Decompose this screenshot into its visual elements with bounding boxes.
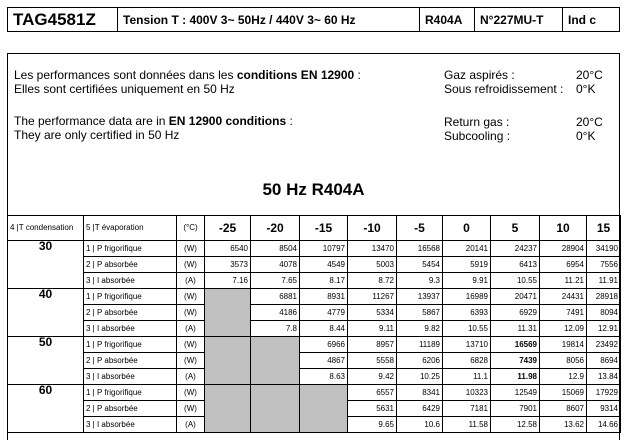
value-cell: 9.42 — [348, 369, 397, 385]
value-cell: 6954 — [540, 257, 587, 273]
evap-temp: -25 — [205, 216, 251, 241]
row-label: 1 | P frigorifique — [84, 337, 177, 353]
value-cell: 19814 — [540, 337, 587, 353]
row-unit: (A) — [177, 273, 205, 289]
row-label: 2 | P absorbée — [84, 257, 177, 273]
value-cell: 11.21 — [540, 273, 587, 289]
value-cell: 8094 — [587, 305, 621, 321]
value-cell: 8931 — [300, 289, 348, 305]
value-cell: 28904 — [540, 241, 587, 257]
value-cell: 12549 — [491, 385, 540, 401]
value-cell: 8504 — [251, 241, 300, 257]
value-cell: 16989 — [443, 289, 491, 305]
value-cell: 11267 — [348, 289, 397, 305]
value-cell: 10323 — [443, 385, 491, 401]
value-cell: 13710 — [443, 337, 491, 353]
row-unit: (W) — [177, 337, 205, 353]
value-cell: 7556 — [587, 257, 621, 273]
value-cell: 13.62 — [540, 417, 587, 433]
value-cell: 8694 — [587, 353, 621, 369]
empty-cell — [300, 385, 348, 433]
value-cell: 6413 — [491, 257, 540, 273]
value-cell: 15069 — [540, 385, 587, 401]
performance-table — [7, 215, 621, 433]
value-cell: 9.91 — [443, 273, 491, 289]
value-cell: 12.09 — [540, 321, 587, 337]
row-unit: (W) — [177, 257, 205, 273]
voltage-spec: Tension T : 400V 3~ 50Hz / 440V 3~ 60 Hz — [118, 8, 420, 31]
refrigerant-type: R404A — [420, 8, 475, 31]
value-cell: 12.9 — [540, 369, 587, 385]
table-row — [8, 369, 621, 385]
fr-certified-line: Elles sont certifiées uniquement en 50 Hz — [14, 82, 235, 96]
value-cell: 9.65 — [348, 417, 397, 433]
fr-subcool-label: Sous refroidissement : — [444, 82, 564, 96]
en-gas-label: Return gas : — [444, 115, 510, 129]
evap-temp: 15 — [587, 216, 621, 241]
empty-cell — [205, 289, 251, 337]
value-cell: 11.58 — [443, 417, 491, 433]
value-cell: 10.25 — [397, 369, 443, 385]
row-label: 2 | P absorbée — [84, 401, 177, 417]
row-label: 1 | P frigorifique — [84, 241, 177, 257]
condensation-temp: 50 — [8, 337, 84, 385]
value-cell: 17929 — [587, 385, 621, 401]
row-label: 1 | P frigorifique — [84, 289, 177, 305]
value-cell: 34190 — [587, 241, 621, 257]
row-unit: (A) — [177, 321, 205, 337]
value-cell: 12.91 — [587, 321, 621, 337]
en-certified-line: They are only certified in 50 Hz — [14, 128, 180, 142]
value-cell: 7.8 — [251, 321, 300, 337]
table-row — [8, 337, 621, 353]
row-unit: (W) — [177, 289, 205, 305]
value-cell: 4867 — [300, 353, 348, 369]
fr-gas-value: 20°C — [576, 68, 603, 82]
value-cell: 28918 — [587, 289, 621, 305]
value-cell: 7491 — [540, 305, 587, 321]
value-cell: 6557 — [348, 385, 397, 401]
evap-temp: 0 — [443, 216, 491, 241]
value-cell: 11.1 — [443, 369, 491, 385]
value-cell: 11189 — [397, 337, 443, 353]
table-row — [8, 273, 621, 289]
table-title: 50 Hz R404A — [262, 180, 365, 199]
fr-gas-label: Gaz aspirés : — [444, 68, 515, 82]
evap-temp: -15 — [300, 216, 348, 241]
row-unit: (W) — [177, 385, 205, 401]
value-cell: 6393 — [443, 305, 491, 321]
row-label: 3 | I absorbée — [84, 273, 177, 289]
condensation-temp: 30 — [8, 241, 84, 289]
evap-temp: 5 — [491, 216, 540, 241]
value-cell: 5334 — [348, 305, 397, 321]
table-header-row — [8, 216, 621, 241]
value-cell: 5919 — [443, 257, 491, 273]
model-number: TAG4581Z — [8, 8, 118, 31]
value-cell: 14.66 — [587, 417, 621, 433]
empty-cell — [251, 385, 300, 433]
unit-header: (°C) — [177, 216, 205, 241]
value-cell: 10797 — [300, 241, 348, 257]
row-unit: (W) — [177, 401, 205, 417]
value-cell: 23492 — [587, 337, 621, 353]
value-cell: 6206 — [397, 353, 443, 369]
value-cell: 8.63 — [300, 369, 348, 385]
value-cell-rated: 11.98 — [491, 369, 540, 385]
value-cell: 16568 — [397, 241, 443, 257]
empty-cell — [205, 337, 251, 385]
value-cell: 13470 — [348, 241, 397, 257]
value-cell: 8.72 — [348, 273, 397, 289]
fr-conditions-line: Les performances sont données dans les conditions EN 12900 : — [14, 68, 361, 82]
value-cell: 13937 — [397, 289, 443, 305]
value-cell-rated: 7439 — [491, 353, 540, 369]
table-row — [8, 305, 621, 321]
value-cell: 7181 — [443, 401, 491, 417]
table-row — [8, 321, 621, 337]
value-cell: 5558 — [348, 353, 397, 369]
value-cell: 11.31 — [491, 321, 540, 337]
value-cell-rated: 16569 — [491, 337, 540, 353]
condensation-header: 4 |T condensation — [8, 216, 84, 241]
evaporation-header: 5 |T évaporation — [84, 216, 177, 241]
value-cell: 6540 — [205, 241, 251, 257]
en-subcool-label: Subcooling : — [444, 129, 511, 143]
value-cell: 8.44 — [300, 321, 348, 337]
empty-cell — [251, 337, 300, 385]
value-cell: 24431 — [540, 289, 587, 305]
value-cell: 3573 — [205, 257, 251, 273]
en-gas-value: 20°C — [576, 115, 603, 129]
table-row — [8, 385, 621, 401]
condensation-temp: 40 — [8, 289, 84, 337]
row-unit: (W) — [177, 353, 205, 369]
value-cell: 10.55 — [491, 273, 540, 289]
document-number: N°227MU-T — [475, 8, 563, 31]
value-cell: 5454 — [397, 257, 443, 273]
value-cell: 7901 — [491, 401, 540, 417]
value-cell: 5631 — [348, 401, 397, 417]
evap-temp: -20 — [251, 216, 300, 241]
value-cell: 6881 — [251, 289, 300, 305]
value-cell: 7.16 — [205, 273, 251, 289]
value-cell: 8957 — [348, 337, 397, 353]
value-cell: 9.3 — [397, 273, 443, 289]
row-label: 2 | P absorbée — [84, 305, 177, 321]
value-cell: 9314 — [587, 401, 621, 417]
value-cell: 6429 — [397, 401, 443, 417]
condensation-temp: 60 — [8, 385, 84, 433]
evap-temp: -5 — [397, 216, 443, 241]
row-unit: (A) — [177, 417, 205, 433]
row-label: 2 | P absorbée — [84, 353, 177, 369]
row-label: 3 | I absorbée — [84, 369, 177, 385]
value-cell: 9.82 — [397, 321, 443, 337]
value-cell: 8.17 — [300, 273, 348, 289]
evap-temp: 10 — [540, 216, 587, 241]
row-label: 1 | P frigorifique — [84, 385, 177, 401]
document-header — [7, 7, 620, 32]
empty-cell — [205, 385, 251, 433]
value-cell: 4186 — [251, 305, 300, 321]
table-row — [8, 353, 621, 369]
value-cell: 11.91 — [587, 273, 621, 289]
row-label: 3 | I absorbée — [84, 321, 177, 337]
value-cell: 7.65 — [251, 273, 300, 289]
table-row — [8, 289, 621, 305]
value-cell: 6929 — [491, 305, 540, 321]
value-cell: 20141 — [443, 241, 491, 257]
row-label: 3 | I absorbée — [84, 417, 177, 433]
value-cell: 10.55 — [443, 321, 491, 337]
value-cell: 5867 — [397, 305, 443, 321]
row-unit: (A) — [177, 369, 205, 385]
en-subcool-value: 0°K — [576, 129, 596, 143]
value-cell: 5003 — [348, 257, 397, 273]
value-cell: 13.84 — [587, 369, 621, 385]
value-cell: 4078 — [251, 257, 300, 273]
value-cell: 8341 — [397, 385, 443, 401]
value-cell: 8056 — [540, 353, 587, 369]
value-cell: 4779 — [300, 305, 348, 321]
value-cell: 12.58 — [491, 417, 540, 433]
en-conditions-line: The performance data are in EN 12900 conditions : — [14, 114, 293, 128]
value-cell: 4549 — [300, 257, 348, 273]
table-row — [8, 257, 621, 273]
fr-subcool-value: 0°K — [576, 82, 596, 96]
value-cell: 20471 — [491, 289, 540, 305]
row-unit: (W) — [177, 241, 205, 257]
table-row — [8, 241, 621, 257]
value-cell: 8607 — [540, 401, 587, 417]
value-cell: 9.11 — [348, 321, 397, 337]
value-cell: 10.6 — [397, 417, 443, 433]
value-cell: 6966 — [300, 337, 348, 353]
document-index: Ind c — [568, 12, 597, 27]
value-cell: 6828 — [443, 353, 491, 369]
value-cell: 24237 — [491, 241, 540, 257]
row-unit: (W) — [177, 305, 205, 321]
evap-temp: -10 — [348, 216, 397, 241]
